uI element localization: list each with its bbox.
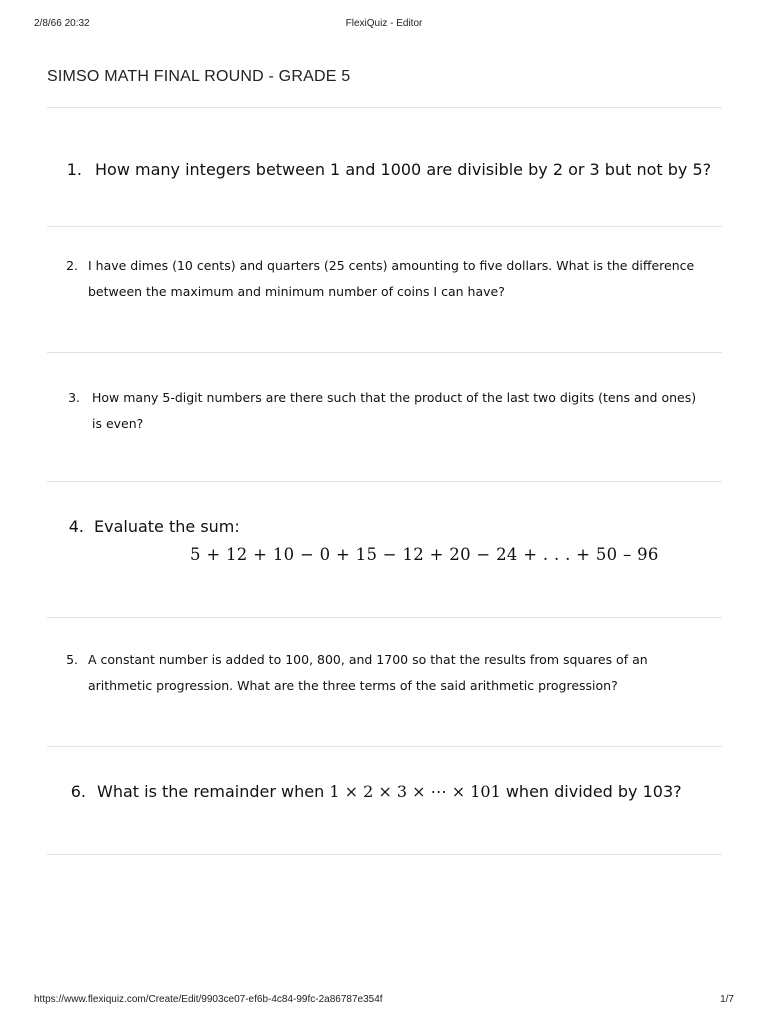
divider	[47, 226, 722, 227]
quiz-title: SIMSO MATH FINAL ROUND - GRADE 5	[47, 68, 351, 85]
question-text-line-1: How many 5-digit numbers are there such that the product of the last two digits (tens and ones)	[92, 390, 697, 405]
question-text-before: What is the remainder when	[97, 782, 325, 801]
question-text-line-2: between the maximum and minimum number of coins I can have?	[88, 284, 505, 299]
print-app-title: FlexiQuiz - Editor	[345, 18, 423, 29]
question-text: Evaluate the sum:	[94, 517, 240, 536]
question-number: 2.	[66, 258, 78, 273]
divider	[47, 617, 722, 618]
question-text-line-1: A constant number is added to 100, 800, and 1700 so that the results from squares of an	[88, 652, 648, 667]
divider	[47, 107, 722, 108]
question-text-line-2: is even?	[92, 416, 144, 431]
divider	[47, 352, 722, 353]
math-expression: 1 × 2 × 3 × ⋯ × 101	[329, 782, 501, 801]
question-text-line-1: I have dimes (10 cents) and quarters (25 cents) amounting to five dollars. What is the difference	[88, 258, 695, 273]
print-footer	[0, 994, 768, 1008]
question-text-after: when divided by 103?	[505, 782, 682, 801]
question-number: 5.	[66, 652, 78, 667]
print-header	[0, 18, 768, 32]
page-url: https://www.flexiquiz.com/Create/Edit/9903ce07-ef6b-4c84-99fc-2a86787e354f	[34, 994, 383, 1005]
question-number: 4.	[68, 517, 84, 536]
question-text: How many integers between 1 and 1000 are divisible by 2 or 3 but not by 5?	[95, 160, 712, 179]
question-number: 1.	[66, 160, 82, 179]
question-text-line-2: arithmetic progression. What are the three terms of the said arithmetic progression?	[88, 678, 618, 693]
divider	[47, 481, 722, 482]
divider	[47, 854, 722, 855]
math-expression: 5 + 12 + 10 − 0 + 15 − 12 + 20 − 24 + . . . + 50 – 96	[190, 545, 659, 564]
page-number: 1/7	[720, 994, 734, 1005]
question-number: 6.	[70, 782, 86, 801]
question-number: 3.	[68, 390, 80, 405]
print-datetime: 2/8/66 20:32	[34, 18, 90, 29]
divider	[47, 746, 722, 747]
question-text	[97, 782, 682, 801]
